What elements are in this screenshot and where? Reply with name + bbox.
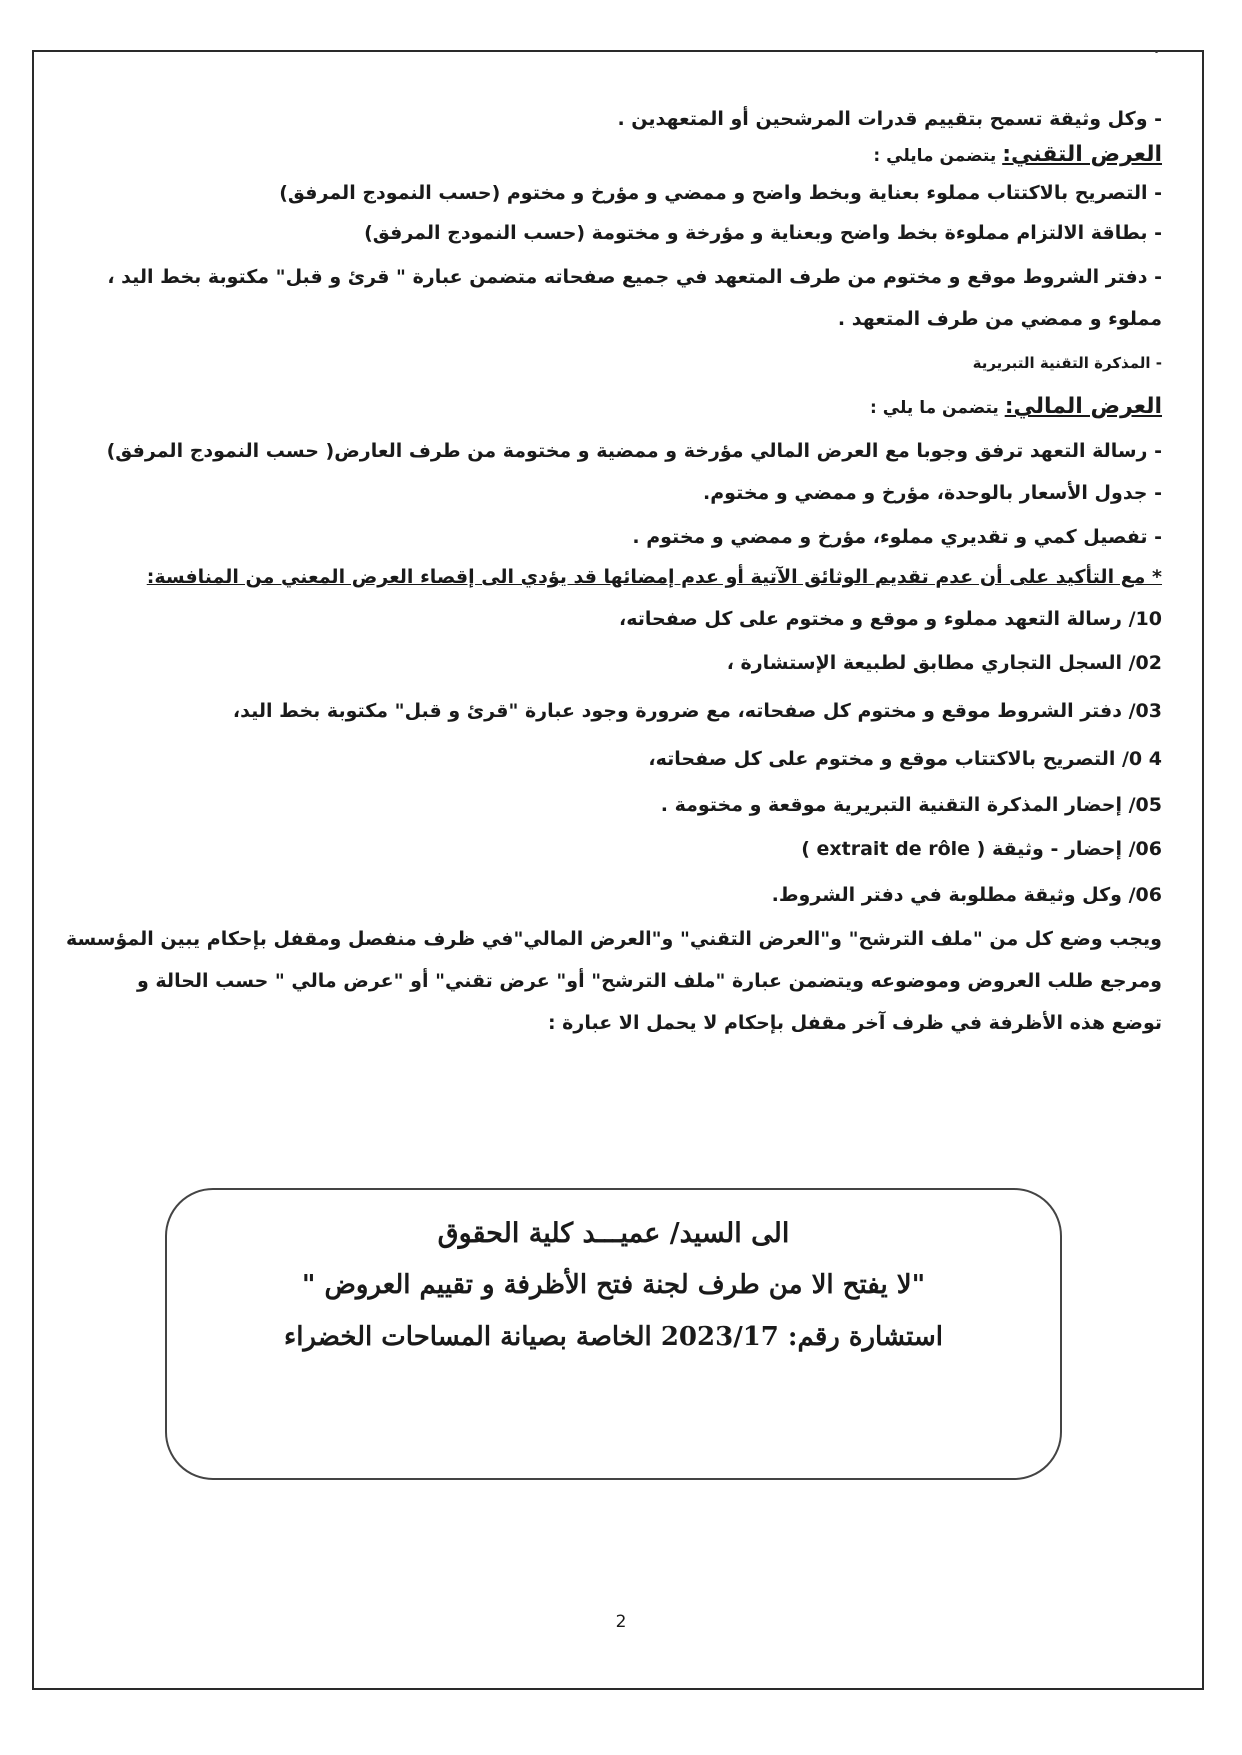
list-item: 10/ رسالة التعهد مملوء و موقع و مختوم على كل صفحاته، — [619, 608, 1162, 630]
section-heading: العرض التقني: — [1002, 142, 1162, 167]
section-heading: العرض المالي: — [1004, 394, 1162, 419]
text-line: مملوء و ممضي من طرف المتعهد . — [837, 308, 1162, 330]
list-item: 05/ إحضار المذكرة التقنية التبريرية موقعة و مختومة . — [660, 794, 1162, 816]
list-item: 03/ دفتر الشروط موقع و مختوم كل صفحاته، مع ضرورة وجود عبارة "قرئ و قبل" مكتوبة بخط اليد، — [232, 700, 1162, 722]
list-item: 06/ وكل وثيقة مطلوبة في دفتر الشروط. — [771, 884, 1162, 906]
section-heading-rest: يتضمن مايلي : — [873, 146, 1003, 166]
text-line: - دفتر الشروط موقع و مختوم من طرف المتعهد في جميع صفحاته متضمن عبارة " قرئ و قبل" مكتوبة بخط اليد ، — [107, 266, 1162, 288]
list-item — [80, 838, 1162, 861]
section-heading-rest: يتضمن ما يلي : — [870, 398, 1005, 418]
envelope-instruction: "لا يفتح الا من طرف لجنة فتح الأظرفة و تقييم العروض " — [301, 1270, 926, 1300]
envelope-label-box — [165, 1188, 1062, 1480]
text-line: - رسالة التعهد ترفق وجوبا مع العرض المالي مؤرخة و ممضية و مختومة من طرف العارض( حسب النمودج المرفق) — [106, 440, 1162, 462]
latin-term: ( extrait de rôle ) — [801, 838, 986, 860]
financial-offer-heading — [80, 394, 1162, 420]
list-item: 02/ السجل التجاري مطابق لطبيعة الإستشارة ، — [726, 652, 1162, 674]
text-line: توضع هذه الأظرفة في ظرف آخر مقفل بإحكام لا يحمل الا عبارة : — [547, 1012, 1162, 1034]
list-item: 4 0/ التصريح بالاكتتاب موقع و مختوم على كل صفحاته، — [648, 748, 1162, 770]
text-line: - التصريح بالاكتتاب مملوء بعناية وبخط واضح و ممضي و مؤرخ و مختوم (حسب النمودج المرفق) — [279, 182, 1162, 204]
envelope-consultation-ref: استشارة رقم: 2023/17 الخاصة بصيانة المساحات الخضراء — [283, 1322, 944, 1352]
page-number: 2 — [615, 1612, 627, 1632]
list-item-text: 06/ إحضار - وثيقة — [991, 838, 1162, 860]
corner-mark — [1155, 50, 1158, 53]
text-line: - بطاقة الالتزام مملوءة بخط واضح وبعناية و مؤرخة و مختومة (حسب النمودج المرفق) — [364, 222, 1162, 244]
text-line: - تفصيل كمي و تقديري مملوء، مؤرخ و ممضي و مختوم . — [632, 526, 1162, 548]
text-line: - وكل وثيقة تسمح بتقييم قدرات المرشحين أو المتعهدين . — [617, 108, 1162, 130]
text-line: ومرجع طلب العروض وموضوعه ويتضمن عبارة "ملف الترشح" أو" عرض تقني" أو "عرض مالي " حسب الحالة و — [136, 970, 1162, 992]
envelope-addressee: الى السيد/ عميـــد كلية الحقوق — [437, 1218, 790, 1249]
text-line: - جدول الأسعار بالوحدة، مؤرخ و ممضي و مختوم. — [703, 482, 1162, 504]
technical-offer-heading — [80, 142, 1162, 168]
warning-line: * مع التأكيد على أن عدم تقديم الوثائق الآتية أو عدم إمضائها قد يؤدي الى إقصاء العرض المعني من المنافسة: — [146, 566, 1162, 588]
text-line: ويجب وضع كل من "ملف الترشح" و"العرض التقني" و"العرض المالي"في ظرف منفصل ومقفل بإحكام يبين المؤسسة — [65, 928, 1162, 950]
text-line: - المذكرة التقنية التبريرية — [972, 354, 1162, 372]
